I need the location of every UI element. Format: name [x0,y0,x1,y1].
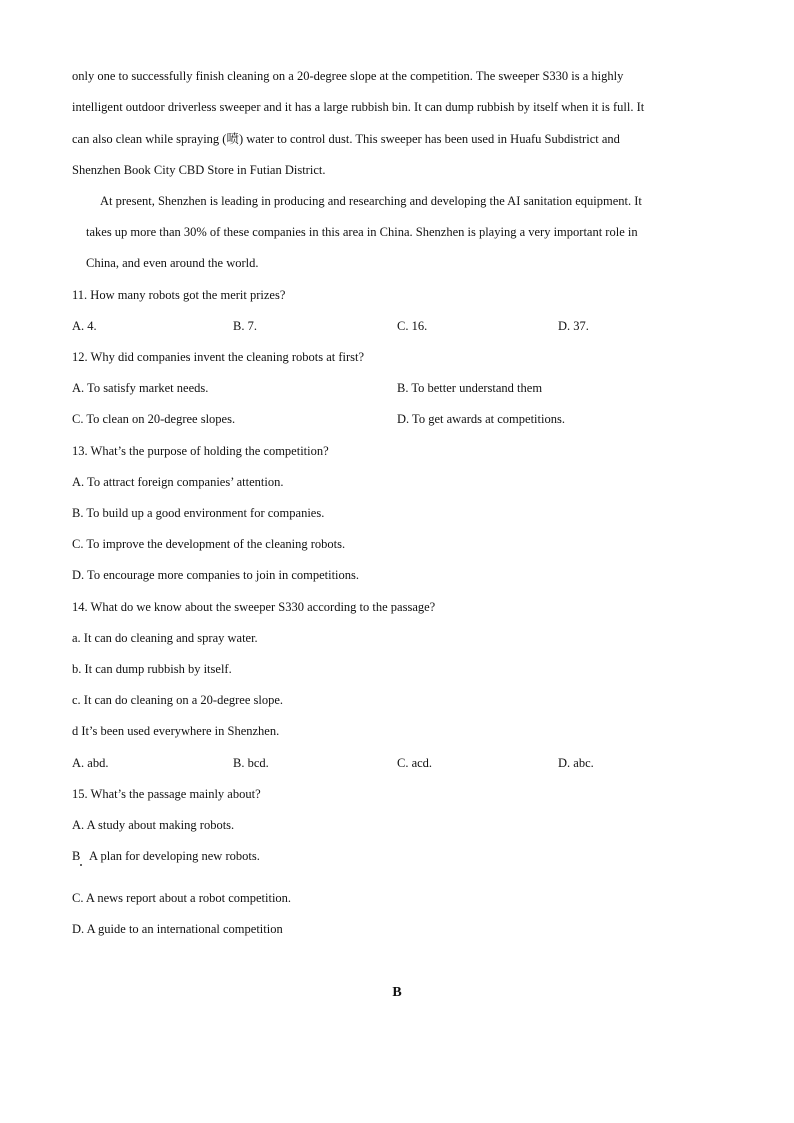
question-14-statement-c: c. It can do cleaning on a 20-degree slope. [72,693,284,707]
question-13-option-d: D. To encourage more companies to join in competitions. [72,568,360,582]
question-11-option-a: A. 4. [72,319,97,333]
passage-paragraph-2-line-2: takes up more than 30% of these companies in this area in China. Shenzhen is playing a very important role in [86,225,638,239]
question-15-option-d: D. A guide to an international competition [72,922,283,936]
section-heading-b: B [392,985,402,1000]
passage-line-2: intelligent outdoor driverless sweeper and it has a large rubbish bin. It can dump rubbish by itself when it is full. It [72,100,645,114]
stray-dot-mark [80,864,82,866]
passage-line-3: can also clean while spraying (喷) water to control dust. This sweeper has been used in Huafu Subdistrict and [72,132,620,146]
question-12-option-c: C. To clean on 20-degree slopes. [72,412,236,426]
question-12-stem: 12. Why did companies invent the cleaning robots at first? [72,350,365,364]
question-13-option-c: C. To improve the development of the cleaning robots. [72,537,346,551]
question-11-stem: 11. How many robots got the merit prizes? [72,288,286,302]
question-14-statement-b: b. It can dump rubbish by itself. [72,662,232,676]
passage-line-4: Shenzhen Book City CBD Store in Futian District. [72,163,326,177]
question-14-option-b: B. bcd. [233,756,269,770]
question-11-option-d: D. 37. [558,319,589,333]
question-15-option-a: A. A study about making robots. [72,818,235,832]
question-13-option-a: A. To attract foreign companies’ attention. [72,475,284,489]
question-14-statement-a: a. It can do cleaning and spray water. [72,631,258,645]
passage-paragraph-2-line-1: At present, Shenzhen is leading in producing and researching and developing the AI sanitation equipment. It [100,194,642,208]
question-11-option-b: B. 7. [233,319,257,333]
question-15-option-c: C. A news report about a robot competition. [72,891,292,905]
question-12-option-d: D. To get awards at competitions. [397,412,565,426]
question-14-option-c: C. acd. [397,756,433,770]
question-14-option-a: A. abd. [72,756,109,770]
passage-paragraph-2-line-3: China, and even around the world. [86,256,259,270]
question-12-option-b: B. To better understand them [397,381,543,395]
question-12-option-a: A. To satisfy market needs. [72,381,209,395]
question-13-stem: 13. What’s the purpose of holding the competition? [72,444,329,458]
question-14-stem: 14. What do we know about the sweeper S330 according to the passage? [72,600,436,614]
question-15-option-b: B A plan for developing new robots. [72,849,260,863]
passage-line-1: only one to successfully finish cleaning on a 20-degree slope at the competition. The sweeper S330 is a highly [72,69,624,83]
question-11-option-c: C. 16. [397,319,428,333]
question-15-stem: 15. What’s the passage mainly about? [72,787,261,801]
question-14-statement-d: d It’s been used everywhere in Shenzhen. [72,724,280,738]
question-13-option-b: B. To build up a good environment for companies. [72,506,325,520]
question-14-option-d: D. abc. [558,756,594,770]
